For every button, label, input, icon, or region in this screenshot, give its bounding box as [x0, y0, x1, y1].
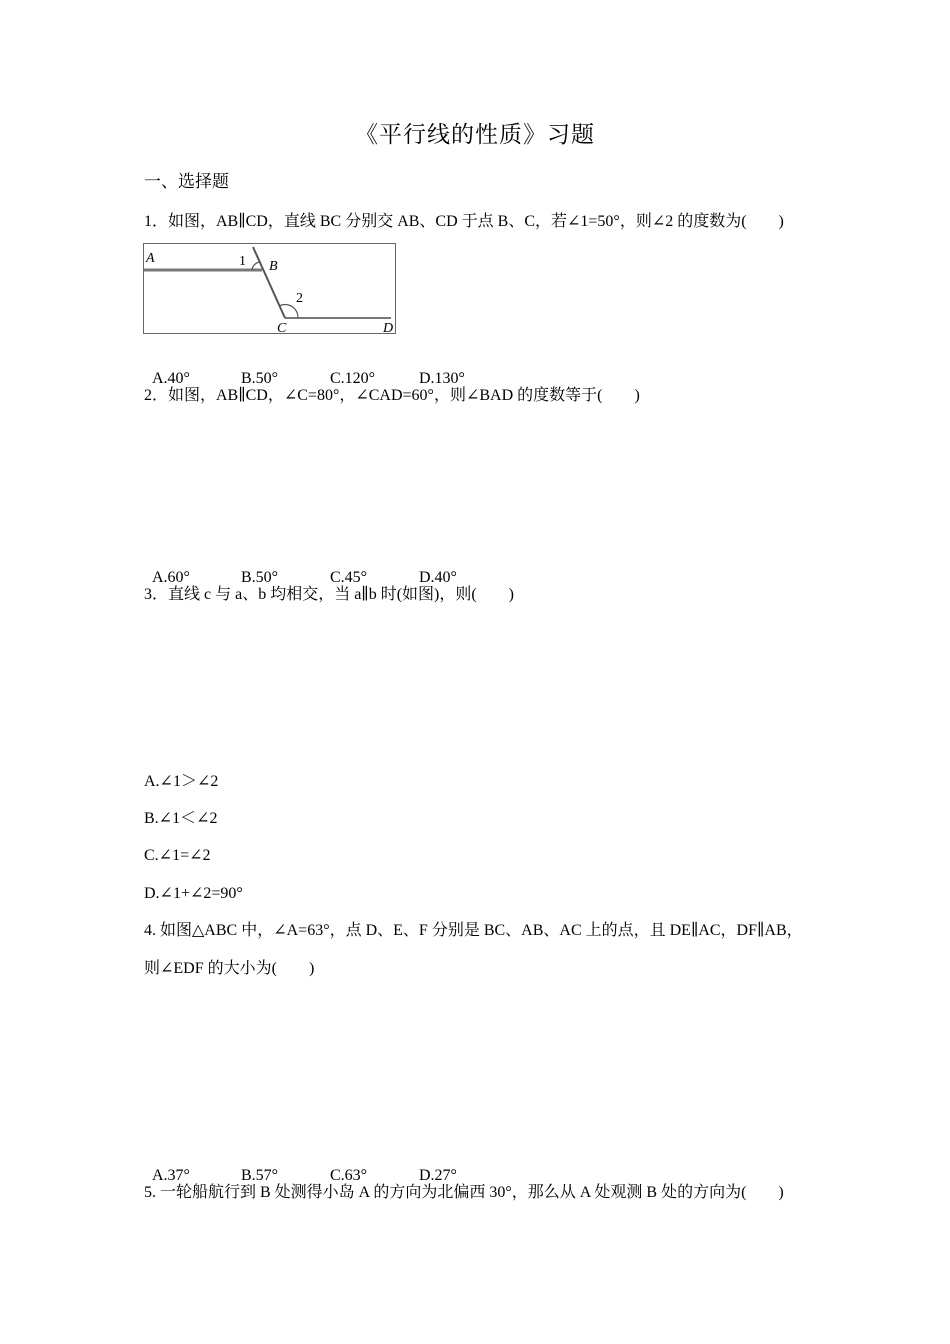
question-4-stem-line-1: 4. 如图△ABC 中，∠A=63°，点 D、E、F 分别是 BC、AB、AC 上的点，且 DE∥AC，DF∥AB， — [144, 922, 803, 939]
label-b: B — [269, 259, 278, 274]
question-2-options — [144, 548, 508, 588]
question-3-option-d[interactable]: D.∠1+∠2=90° — [144, 885, 243, 902]
question-1-figure — [143, 243, 396, 334]
line-bc — [253, 247, 285, 318]
option-d[interactable]: D.130° — [419, 370, 465, 387]
option-d[interactable]: D.27° — [419, 1167, 457, 1184]
parallel-lines-diagram — [144, 244, 395, 333]
label-1: 1 — [239, 254, 246, 269]
section-heading: 一、选择题 — [144, 172, 229, 191]
label-a: A — [146, 251, 155, 266]
question-1-stem: 1．如图，AB∥CD，直线 BC 分别交 AB、CD 于点 B、C，若∠1=50°，则∠2 的度数为( ) — [144, 213, 784, 230]
option-a[interactable]: A.40° — [152, 370, 190, 387]
option-a[interactable]: A.60° — [152, 569, 190, 586]
option-b[interactable]: B.50° — [241, 370, 279, 387]
question-4-options — [144, 1146, 508, 1186]
question-1-options — [144, 349, 508, 389]
option-c[interactable]: C.120° — [330, 370, 376, 387]
question-3-stem: 3．直线 c 与 a、b 均相交，当 a∥b 时(如图)，则( ) — [144, 586, 515, 603]
label-d: D — [383, 321, 394, 333]
question-5-stem: 5. 一轮船航行到 B 处测得小岛 A 的方向为北偏西 30°，那么从 A 处观测 B 处的方向为( ) — [144, 1184, 784, 1201]
question-2-stem: 2．如图，AB∥CD，∠C=80°，∠CAD=60°，则∠BAD 的度数等于( ) — [144, 387, 640, 404]
question-3-option-a[interactable]: A.∠1＞∠2 — [144, 773, 219, 790]
option-a[interactable]: A.37° — [152, 1167, 190, 1184]
option-b[interactable]: B.57° — [241, 1167, 279, 1184]
question-3-option-b[interactable]: B.∠1＜∠2 — [144, 810, 218, 827]
question-4-stem-line-2: 则∠EDF 的大小为( ) — [144, 960, 315, 977]
question-3-option-c[interactable]: C.∠1=∠2 — [144, 847, 211, 864]
option-b[interactable]: B.50° — [241, 569, 279, 586]
option-d[interactable]: D.40° — [419, 569, 457, 586]
label-c: C — [277, 321, 287, 333]
page-title: 《平行线的性质》习题 — [355, 122, 595, 147]
option-c[interactable]: C.45° — [330, 569, 368, 586]
option-c[interactable]: C.63° — [330, 1167, 368, 1184]
label-2: 2 — [296, 291, 303, 306]
